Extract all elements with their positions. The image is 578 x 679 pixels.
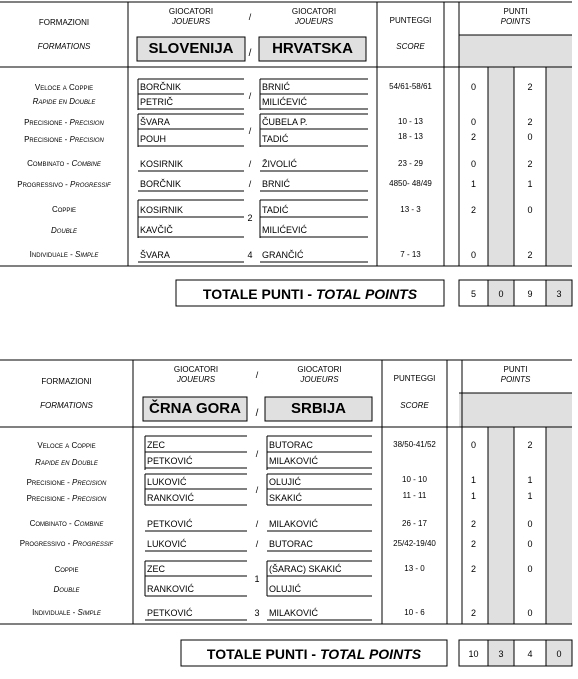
player-b-name: BUTORAC [269,440,313,450]
total-label-fr: TOTAL POINTS [319,646,422,662]
score-value: 26 - 17 [402,519,427,528]
points-column-shade [546,67,572,266]
discipline-label [0,520,133,528]
total-label-fr: TOTAL POINTS [315,286,418,302]
team-b-name: SRBIJA [290,400,346,417]
players-separator: / [255,449,259,459]
player-b-name: ČUBELA P. [262,117,308,127]
players-label-fr: JOUEURS [300,375,339,384]
score-value: 10 - 6 [404,608,425,617]
total-points-value: 9 [527,289,533,299]
points-team-a: 2 [470,132,476,142]
players-label-fr: JOUEURS [176,375,216,384]
discipline-label-fr: Rapide en Double [35,458,98,467]
points-team-a: 0 [470,82,476,92]
player-b-name: MILIĆEVIĆ [262,97,308,107]
total-points-label [181,647,447,661]
discipline-label [0,540,133,548]
player-a-name: LUKOVIĆ [147,539,187,549]
discipline-label [0,495,133,503]
points-label-fr: POINTS [500,375,531,384]
points-team-b: 0 [527,539,533,549]
player-a-name: ZEC [147,564,165,574]
discipline-label-it: Precisione - [24,118,70,127]
player-b-name: (ŠARAC) SKAKIĆ [269,564,342,574]
discipline-label [0,160,128,168]
discipline-label-it: Individuale - [32,608,78,617]
scores-label-it: PUNTEGGI [389,16,432,25]
score-value: 4850- 48/49 [389,179,432,188]
discipline-label-fr: Double [50,226,78,235]
player-a-name: RANKOVIĆ [147,493,195,503]
discipline-label-fr: Precision [72,494,107,503]
discipline-label [0,479,133,487]
total-label-it: TOTALE PUNTI - [206,646,320,662]
points-team-a: 1 [470,491,476,501]
player-a-name: ŠVARA [140,117,170,127]
players-separator: / [255,485,259,495]
points-team-a: 1 [470,475,476,485]
discipline-label-fr: Simple [75,250,99,259]
players-separator: 3 [254,608,260,618]
player-b-name: MILAKOVIĆ [269,608,319,618]
player-a-name: KAVČIČ [140,225,173,235]
player-b-name: MILAKOVIĆ [269,519,319,529]
players-label-it: GIOCATORI [168,7,214,16]
players-separator: / [248,91,252,101]
points-header-shade [459,35,572,67]
points-team-b: 2 [527,159,533,169]
points-team-b: 2 [527,440,533,450]
total-points-value: 0 [498,289,504,299]
team-a-name: ČRNA GORA [149,400,241,417]
player-b-name: GRANČIĆ [262,250,304,260]
total-points-value: 0 [556,649,562,659]
discipline-label-fr: Combine [73,519,104,528]
player-b-name: MILAKOVIĆ [269,456,319,466]
total-points-label [176,287,444,301]
points-team-b: 0 [527,205,533,215]
player-a-name: ŠVARA [140,250,170,260]
discipline-label-it: Veloce a Coppie [34,83,94,92]
points-team-a: 2 [470,205,476,215]
scores-label-fr: SCORE [396,42,425,51]
scores-label-it: PUNTEGGI [393,374,436,383]
discipline-label [0,609,133,617]
points-team-b: 1 [527,179,533,189]
points-team-a: 0 [470,159,476,169]
discipline-label [0,251,128,259]
score-value: 38/50-41/52 [393,440,436,449]
score-value: 13 - 3 [400,205,421,214]
discipline-label-fr: Precision [69,135,104,144]
player-b-name: TADIĆ [262,205,289,215]
points-column-shade [488,427,514,624]
player-a-name: KOSIRNIK [140,159,184,169]
discipline-label-fr: Precision [72,478,107,487]
points-label-it: PUNTI [503,365,528,374]
points-team-a: 0 [470,250,476,260]
points-team-b: 1 [527,491,533,501]
formations-label-fr: FORMATIONS [40,401,93,410]
discipline-label-it: Individuale - [29,250,75,259]
player-a-name: PETKOVIĆ [147,608,193,618]
points-team-b: 2 [527,117,533,127]
discipline-label-it: Combinato - [29,519,74,528]
score-value: 18 - 13 [398,132,423,141]
score-value: 11 - 11 [402,491,427,500]
player-a-name: ZEC [147,440,165,450]
player-a-name: BORČNIK [140,179,182,189]
player-a-name: RANKOVIĆ [147,584,195,594]
players-separator: / [255,519,259,529]
discipline-label-it: Precisione - [26,478,73,487]
points-team-b: 2 [527,250,533,260]
discipline-label [0,136,128,144]
total-points-value: 10 [468,649,479,659]
players-label-it: GIOCATORI [297,365,342,374]
discipline-label-it: Combinato - [27,159,72,168]
players-separator: 1 [254,574,260,584]
discipline-label [0,119,128,127]
points-team-b: 0 [527,132,533,142]
discipline-label-it: Progressivo - [19,539,73,548]
score-value: 13 - 0 [404,564,425,573]
total-points-value: 4 [527,649,533,659]
points-team-b: 0 [527,608,533,618]
total-points-value: 3 [498,649,504,659]
formations-label-it: FORMAZIONI [41,377,92,386]
score-value: 54/61-58/61 [389,82,432,91]
player-a-name: BORČNIK [140,82,182,92]
points-column-shade [488,67,514,266]
formations-label-it: FORMAZIONI [38,18,90,27]
player-b-name: ŽIVOLIĆ [262,159,298,169]
scores-label-fr: SCORE [400,401,429,410]
discipline-label-it: Coppie [51,205,77,214]
total-label-it: TOTALE PUNTI - [202,286,316,302]
discipline-label-fr: Progressif [70,180,111,189]
players-separator: / [248,159,252,169]
players-separator: 2 [247,213,253,223]
player-a-name: PETKOVIĆ [147,456,193,466]
score-value: 7 - 13 [400,250,421,259]
points-team-a: 2 [470,608,476,618]
player-b-name: OLUJIĆ [269,477,302,487]
player-b-name: OLUJIĆ [269,584,302,594]
players-separator: / [248,179,252,189]
players-label-fr: JOUEURS [171,17,211,26]
team-b-name: HRVATSKA [272,40,353,57]
score-value: 25/42-19/40 [393,539,436,548]
players-separator: 4 [247,250,253,260]
discipline-label-it: Precisione - [24,135,70,144]
player-b-name: BRNIĆ [262,82,291,92]
points-team-a: 0 [470,117,476,127]
score-value: 23 - 29 [398,159,423,168]
players-separator: / [255,539,259,549]
points-header-shade [459,393,572,427]
points-label-it: PUNTI [503,7,528,16]
score-value: 10 - 10 [402,475,427,484]
player-b-name: BUTORAC [269,539,313,549]
points-label-fr: POINTS [500,17,531,26]
points-team-a: 2 [470,564,476,574]
player-b-name: SKAKIĆ [269,493,303,503]
points-team-b: 2 [527,82,533,92]
players-separator: / [248,126,252,136]
points-team-b: 1 [527,475,533,485]
players-label-fr: JOUEURS [294,17,334,26]
discipline-label-it: Coppie [54,565,79,574]
player-b-name: TADIĆ [262,134,289,144]
players-slash: / [248,12,252,22]
team-a-name: SLOVENIJA [148,40,234,57]
teams-slash: / [248,48,252,59]
players-label-it: GIOCATORI [291,7,337,16]
total-points-value: 5 [470,289,476,299]
total-points-value: 3 [556,289,562,299]
points-team-b: 0 [527,564,533,574]
player-a-name: PETRIČ [140,97,174,107]
discipline-label-fr: Double [53,585,80,594]
player-a-name: PETKOVIĆ [147,519,193,529]
score-value: 10 - 13 [398,117,423,126]
points-team-b: 0 [527,519,533,529]
discipline-label-it: Veloce a Coppie [37,441,96,450]
formations-label-fr: FORMATIONS [37,42,91,51]
discipline-label [0,181,128,189]
player-b-name: BRNIĆ [262,179,291,189]
points-column-shade [546,427,572,624]
discipline-label-fr: Rapide en Double [32,97,96,106]
discipline-label-fr: Combine [71,159,101,168]
player-a-name: POUH [140,134,167,144]
discipline-label-fr: Progressif [72,539,114,548]
players-slash: / [255,370,259,380]
player-a-name: LUKOVIĆ [147,477,187,487]
discipline-label-it: Progressivo - [17,180,71,189]
points-team-a: 0 [470,440,476,450]
players-label-it: GIOCATORI [173,365,219,374]
player-a-name: KOSIRNIK [140,205,184,215]
discipline-label-fr: Simple [77,608,101,617]
teams-slash: / [255,408,259,419]
player-b-name: MILIĆEVIĆ [262,225,308,235]
points-team-a: 2 [470,519,476,529]
points-team-a: 2 [470,539,476,549]
discipline-label-fr: Precision [69,118,104,127]
points-team-a: 1 [470,179,476,189]
discipline-label-it: Precisione - [26,494,73,503]
